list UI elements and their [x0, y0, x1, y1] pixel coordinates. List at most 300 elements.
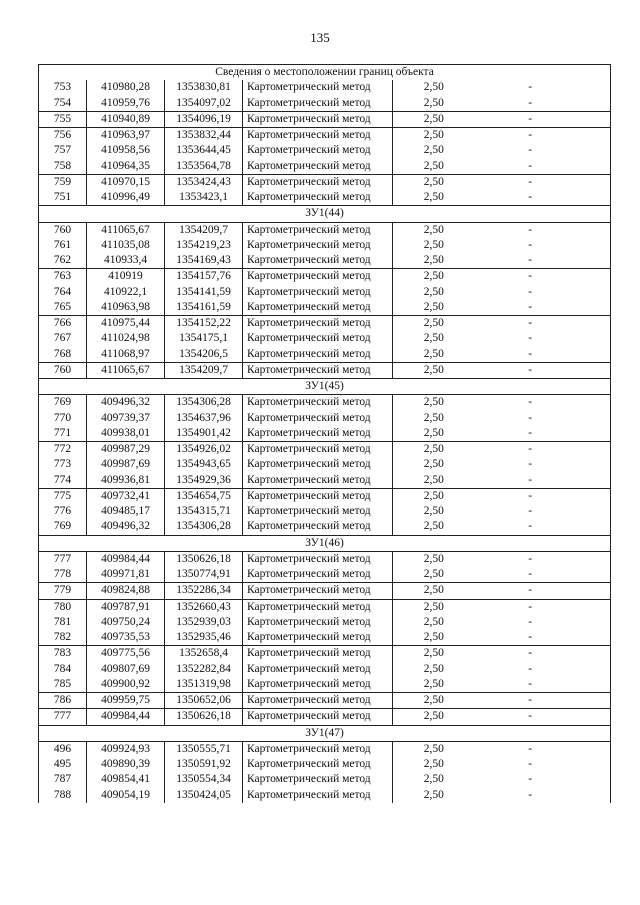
y-coordinate: 1354175,1 — [165, 331, 243, 346]
table-row — [39, 331, 611, 346]
description: - — [528, 505, 533, 518]
x-coordinate: 409971,81 — [87, 567, 165, 583]
method: Картометрический метод — [243, 457, 393, 472]
method: Картометрический метод — [243, 583, 393, 599]
accuracy: 2,50 — [393, 362, 475, 378]
method: Картометрический метод — [243, 143, 393, 158]
table-row — [39, 757, 611, 772]
method: Картометрический метод — [243, 111, 393, 127]
accuracy: 2,50 — [423, 520, 444, 533]
point-number: 769 — [39, 519, 87, 535]
description: - — [475, 222, 611, 238]
x-coordinate: 410975,44 — [87, 316, 165, 332]
method: Картометрический метод — [243, 442, 393, 458]
accuracy: 2,50 — [423, 144, 444, 157]
table-row — [39, 411, 611, 426]
x-coordinate: 410940,89 — [87, 111, 165, 127]
y-coordinate: 1354161,59 — [165, 300, 243, 316]
x-coordinate: 410919 — [87, 269, 165, 285]
accuracy: 2,50 — [423, 300, 444, 313]
accuracy: 2,50 — [423, 426, 444, 439]
description: - — [475, 442, 611, 458]
accuracy: 2,50 — [393, 395, 475, 411]
point-number: 769 — [39, 395, 87, 411]
section-row — [39, 535, 611, 551]
x-coordinate: 410963,97 — [87, 128, 165, 144]
table-row — [39, 285, 611, 300]
y-coordinate: 1354141,59 — [165, 285, 243, 300]
method: Картометрический метод — [243, 488, 393, 504]
table-row — [39, 362, 611, 378]
description: - — [528, 615, 533, 628]
point-number: 777 — [39, 551, 87, 567]
description: - — [475, 709, 611, 725]
accuracy: 2,50 — [393, 599, 475, 615]
description: - — [528, 473, 533, 486]
method: Картометрический метод — [243, 646, 393, 662]
description: - — [528, 238, 533, 251]
method: Картометрический метод — [243, 411, 393, 426]
point-number: 786 — [39, 693, 87, 709]
method: Картометрический метод — [243, 285, 393, 300]
x-coordinate: 409496,32 — [87, 395, 165, 411]
y-coordinate: 1354306,28 — [165, 395, 243, 411]
description: - — [528, 568, 533, 581]
table-row — [39, 80, 611, 95]
point-number: 768 — [39, 347, 87, 363]
point-number: 771 — [39, 426, 87, 442]
y-coordinate: 1353424,43 — [165, 174, 243, 190]
table-row — [39, 741, 611, 757]
accuracy: 2,50 — [423, 568, 444, 581]
accuracy: 2,50 — [423, 758, 444, 771]
x-coordinate: 409750,24 — [87, 615, 165, 630]
x-coordinate: 409890,39 — [87, 757, 165, 772]
y-coordinate: 1354901,42 — [165, 426, 243, 442]
table-header-row — [39, 65, 611, 81]
accuracy: 2,50 — [423, 677, 444, 690]
x-coordinate: 409984,44 — [87, 551, 165, 567]
method: Картометрический метод — [243, 316, 393, 332]
point-number: 766 — [39, 316, 87, 332]
accuracy: 2,50 — [423, 458, 444, 471]
description: - — [528, 144, 533, 157]
point-number: 782 — [39, 630, 87, 646]
method: Картометрический метод — [243, 551, 393, 567]
y-coordinate: 1353832,44 — [165, 128, 243, 144]
accuracy: 2,50 — [393, 442, 475, 458]
x-coordinate: 409732,41 — [87, 488, 165, 504]
method: Картометрический метод — [243, 395, 393, 411]
x-coordinate: 409807,69 — [87, 662, 165, 677]
y-coordinate: 1354637,96 — [165, 411, 243, 426]
y-coordinate: 1354209,7 — [165, 362, 243, 378]
accuracy: 2,50 — [423, 505, 444, 518]
point-number: 763 — [39, 269, 87, 285]
table-row — [39, 316, 611, 332]
y-coordinate: 1350554,34 — [165, 772, 243, 787]
table-row — [39, 269, 611, 285]
accuracy: 2,50 — [393, 222, 475, 238]
method: Картометрический метод — [243, 426, 393, 442]
y-coordinate: 1354654,75 — [165, 488, 243, 504]
point-number: 776 — [39, 504, 87, 519]
description: - — [528, 426, 533, 439]
table-row — [39, 677, 611, 693]
x-coordinate: 409739,37 — [87, 411, 165, 426]
section-label: ЗУ1(46) — [39, 535, 611, 551]
accuracy: 2,50 — [423, 347, 444, 360]
x-coordinate: 410959,76 — [87, 96, 165, 112]
method: Картометрический метод — [243, 677, 393, 693]
method: Картометрический метод — [243, 599, 393, 615]
point-number: 753 — [39, 80, 87, 95]
y-coordinate: 1354097,02 — [165, 96, 243, 112]
boundary-coordinates-table — [38, 64, 610, 803]
table-row — [39, 395, 611, 411]
x-coordinate: 409496,32 — [87, 519, 165, 535]
description: - — [475, 488, 611, 504]
point-number: 774 — [39, 473, 87, 489]
point-number: 761 — [39, 238, 87, 253]
table-row — [39, 174, 611, 190]
y-coordinate: 1352660,43 — [165, 599, 243, 615]
y-coordinate: 1352286,34 — [165, 583, 243, 599]
x-coordinate: 409775,56 — [87, 646, 165, 662]
y-coordinate: 1350774,91 — [165, 567, 243, 583]
description: - — [528, 300, 533, 313]
x-coordinate: 410964,35 — [87, 159, 165, 175]
y-coordinate: 1352282,84 — [165, 662, 243, 677]
accuracy: 2,50 — [393, 111, 475, 127]
point-number: 781 — [39, 615, 87, 630]
x-coordinate: 411065,67 — [87, 222, 165, 238]
y-coordinate: 1354219,23 — [165, 238, 243, 253]
point-number: 777 — [39, 709, 87, 725]
accuracy: 2,50 — [393, 551, 475, 567]
table-row — [39, 111, 611, 127]
y-coordinate: 1354929,36 — [165, 473, 243, 489]
point-number: 773 — [39, 457, 87, 472]
point-number: 772 — [39, 442, 87, 458]
description: - — [528, 285, 533, 298]
y-coordinate: 1354943,65 — [165, 457, 243, 472]
method: Картометрический метод — [243, 347, 393, 363]
method: Картометрический метод — [243, 693, 393, 709]
accuracy: 2,50 — [393, 316, 475, 332]
table-row — [39, 519, 611, 535]
x-coordinate: 409987,69 — [87, 457, 165, 472]
y-coordinate: 1354926,02 — [165, 442, 243, 458]
x-coordinate: 410958,56 — [87, 143, 165, 158]
y-coordinate: 1350626,18 — [165, 551, 243, 567]
point-number: 770 — [39, 411, 87, 426]
description: - — [475, 741, 611, 757]
table-body — [39, 65, 611, 803]
method: Картометрический метод — [243, 772, 393, 787]
description: - — [475, 174, 611, 190]
method: Картометрический метод — [243, 222, 393, 238]
point-number: 767 — [39, 331, 87, 346]
y-coordinate: 1350626,18 — [165, 709, 243, 725]
point-number: 755 — [39, 111, 87, 127]
point-number: 785 — [39, 677, 87, 693]
point-number: 760 — [39, 362, 87, 378]
accuracy: 2,50 — [393, 646, 475, 662]
description: - — [528, 662, 533, 675]
accuracy: 2,50 — [423, 662, 444, 675]
y-coordinate: 1353564,78 — [165, 159, 243, 175]
y-coordinate: 1354209,7 — [165, 222, 243, 238]
table-row — [39, 630, 611, 646]
point-number: 788 — [39, 788, 87, 803]
method: Картометрический метод — [243, 567, 393, 583]
x-coordinate: 409959,75 — [87, 693, 165, 709]
description: - — [528, 520, 533, 533]
method: Картометрический метод — [243, 128, 393, 144]
table-row — [39, 442, 611, 458]
section-label: ЗУ1(44) — [39, 206, 611, 222]
description: - — [475, 316, 611, 332]
point-number: 758 — [39, 159, 87, 175]
accuracy: 2,50 — [393, 269, 475, 285]
y-coordinate: 1352935,46 — [165, 630, 243, 646]
point-number: 760 — [39, 222, 87, 238]
x-coordinate: 409485,17 — [87, 504, 165, 519]
accuracy: 2,50 — [423, 631, 444, 644]
table-row — [39, 473, 611, 489]
table-row — [39, 457, 611, 472]
y-coordinate: 1353644,45 — [165, 143, 243, 158]
method: Картометрический метод — [243, 159, 393, 175]
description: - — [528, 677, 533, 690]
method: Картометрический метод — [243, 788, 393, 803]
x-coordinate: 409735,53 — [87, 630, 165, 646]
description: - — [528, 788, 533, 801]
description: - — [475, 362, 611, 378]
accuracy: 2,50 — [423, 411, 444, 424]
section-row — [39, 379, 611, 395]
x-coordinate: 411035,08 — [87, 238, 165, 253]
description: - — [528, 96, 533, 109]
table-row — [39, 504, 611, 519]
point-number: 784 — [39, 662, 87, 677]
point-number: 778 — [39, 567, 87, 583]
table-row — [39, 551, 611, 567]
table-row — [39, 238, 611, 253]
y-coordinate: 1350591,92 — [165, 757, 243, 772]
description: - — [528, 458, 533, 471]
accuracy: 2,50 — [393, 128, 475, 144]
y-coordinate: 1354315,71 — [165, 504, 243, 519]
table-row — [39, 159, 611, 175]
point-number: 751 — [39, 190, 87, 206]
accuracy: 2,50 — [423, 773, 444, 786]
point-number: 783 — [39, 646, 87, 662]
y-coordinate: 1352658,4 — [165, 646, 243, 662]
y-coordinate: 1353423,1 — [165, 190, 243, 206]
accuracy: 2,50 — [393, 741, 475, 757]
method: Картометрический метод — [243, 80, 393, 95]
x-coordinate: 410980,28 — [87, 80, 165, 95]
x-coordinate: 409936,81 — [87, 473, 165, 489]
description: - — [528, 191, 533, 204]
method: Картометрический метод — [243, 300, 393, 316]
x-coordinate: 410933,4 — [87, 253, 165, 269]
description: - — [475, 111, 611, 127]
method: Картометрический метод — [243, 253, 393, 269]
description: - — [475, 395, 611, 411]
accuracy: 2,50 — [423, 285, 444, 298]
method: Картометрический метод — [243, 269, 393, 285]
table-row — [39, 615, 611, 630]
description: - — [475, 583, 611, 599]
method: Картометрический метод — [243, 630, 393, 646]
x-coordinate: 411024,98 — [87, 331, 165, 346]
method: Картометрический метод — [243, 174, 393, 190]
method: Картометрический метод — [243, 331, 393, 346]
x-coordinate: 409824,88 — [87, 583, 165, 599]
x-coordinate: 409900,92 — [87, 677, 165, 693]
point-number: 787 — [39, 772, 87, 787]
y-coordinate: 1352939,03 — [165, 615, 243, 630]
x-coordinate: 409854,41 — [87, 772, 165, 787]
accuracy: 2,50 — [423, 332, 444, 345]
table-row — [39, 567, 611, 583]
description: - — [475, 599, 611, 615]
point-number: 756 — [39, 128, 87, 144]
description: - — [528, 411, 533, 424]
method: Картометрический метод — [243, 741, 393, 757]
accuracy: 2,50 — [393, 174, 475, 190]
x-coordinate: 409984,44 — [87, 709, 165, 725]
point-number: 495 — [39, 757, 87, 772]
accuracy: 2,50 — [393, 693, 475, 709]
description: - — [528, 347, 533, 360]
table-row — [39, 662, 611, 677]
accuracy: 2,50 — [423, 81, 444, 94]
y-coordinate: 1354152,22 — [165, 316, 243, 332]
section-row — [39, 206, 611, 222]
method: Картометрический метод — [243, 190, 393, 206]
table-row — [39, 96, 611, 112]
table-row — [39, 772, 611, 787]
description: - — [475, 693, 611, 709]
table-row — [39, 222, 611, 238]
y-coordinate: 1354206,5 — [165, 347, 243, 363]
accuracy: 2,50 — [393, 709, 475, 725]
page-number: 135 — [310, 30, 330, 45]
x-coordinate: 409987,29 — [87, 442, 165, 458]
x-coordinate: 411065,67 — [87, 362, 165, 378]
section-row — [39, 725, 611, 741]
accuracy: 2,50 — [423, 159, 444, 172]
x-coordinate: 410922,1 — [87, 285, 165, 300]
x-coordinate: 409924,93 — [87, 741, 165, 757]
point-number: 780 — [39, 599, 87, 615]
table-row — [39, 143, 611, 158]
x-coordinate: 409787,91 — [87, 599, 165, 615]
table-row — [39, 300, 611, 316]
accuracy: 2,50 — [423, 788, 444, 801]
table-row — [39, 788, 611, 803]
table-header: Сведения о местоположении границ объекта — [39, 65, 611, 81]
accuracy: 2,50 — [423, 96, 444, 109]
x-coordinate: 409054,19 — [87, 788, 165, 803]
description: - — [528, 254, 533, 267]
table-row — [39, 426, 611, 442]
description: - — [528, 773, 533, 786]
description: - — [475, 646, 611, 662]
description: - — [528, 159, 533, 172]
y-coordinate: 1351319,98 — [165, 677, 243, 693]
table-row — [39, 646, 611, 662]
x-coordinate: 410996,49 — [87, 190, 165, 206]
x-coordinate: 409938,01 — [87, 426, 165, 442]
y-coordinate: 1354169,43 — [165, 253, 243, 269]
point-number: 759 — [39, 174, 87, 190]
table-row — [39, 128, 611, 144]
x-coordinate: 411068,97 — [87, 347, 165, 363]
method: Картометрический метод — [243, 504, 393, 519]
method: Картометрический метод — [243, 473, 393, 489]
point-number: 764 — [39, 285, 87, 300]
method: Картометрический метод — [243, 757, 393, 772]
accuracy: 2,50 — [423, 238, 444, 251]
y-coordinate: 1354096,19 — [165, 111, 243, 127]
point-number: 754 — [39, 96, 87, 112]
point-number: 775 — [39, 488, 87, 504]
method: Картометрический метод — [243, 519, 393, 535]
y-coordinate: 1353830,81 — [165, 80, 243, 95]
point-number: 765 — [39, 300, 87, 316]
table-row — [39, 599, 611, 615]
y-coordinate: 1354306,28 — [165, 519, 243, 535]
section-label: ЗУ1(45) — [39, 379, 611, 395]
point-number: 496 — [39, 741, 87, 757]
y-coordinate: 1350652,06 — [165, 693, 243, 709]
y-coordinate: 1354157,76 — [165, 269, 243, 285]
description: - — [528, 758, 533, 771]
description: - — [475, 128, 611, 144]
method: Картометрический метод — [243, 362, 393, 378]
accuracy: 2,50 — [423, 473, 444, 486]
table-row — [39, 253, 611, 269]
y-coordinate: 1350555,71 — [165, 741, 243, 757]
x-coordinate: 410970,15 — [87, 174, 165, 190]
point-number: 779 — [39, 583, 87, 599]
point-number: 757 — [39, 143, 87, 158]
y-coordinate: 1350424,05 — [165, 788, 243, 803]
x-coordinate: 410963,98 — [87, 300, 165, 316]
description: - — [528, 81, 533, 94]
table-row — [39, 693, 611, 709]
section-label: ЗУ1(47) — [39, 725, 611, 741]
point-number: 762 — [39, 253, 87, 269]
description: - — [528, 631, 533, 644]
accuracy: 2,50 — [393, 488, 475, 504]
table-row — [39, 709, 611, 725]
table-row — [39, 583, 611, 599]
method: Картометрический метод — [243, 662, 393, 677]
table-row — [39, 347, 611, 363]
description: - — [475, 551, 611, 567]
accuracy: 2,50 — [423, 615, 444, 628]
table-row — [39, 488, 611, 504]
method: Картометрический метод — [243, 238, 393, 253]
accuracy: 2,50 — [423, 191, 444, 204]
description: - — [475, 269, 611, 285]
